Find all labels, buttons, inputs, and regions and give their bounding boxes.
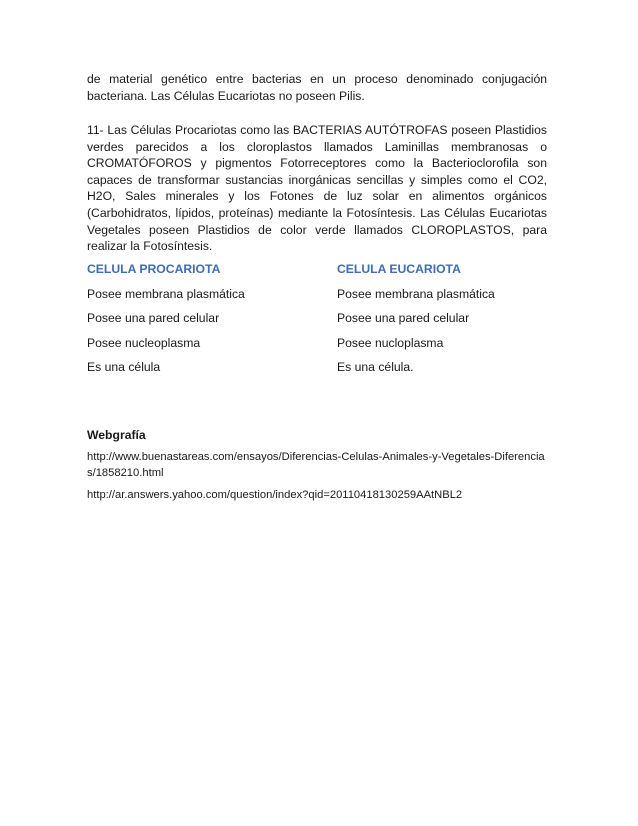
reference-link-yahoo-answers[interactable]: http://ar.answers.yahoo.com/question/index?qid=20110418130259AAtNBL2: [87, 489, 463, 501]
cell-eucariota: Es una célula.: [337, 360, 414, 374]
cell-eucariota: Posee una pared celular: [337, 311, 470, 325]
paragraph-conjugacion: de material genético entre bacterias en un proceso denominado conjugación bacteriana. Las Células Eucariotas no poseen Pilis.: [87, 72, 547, 103]
cell-eucariota: Posee nucloplasma: [337, 335, 444, 350]
table-row: [87, 336, 557, 361]
cell-procariota: Es una célula: [87, 360, 161, 374]
header-eucariota: CELULA EUCARIOTA: [337, 262, 461, 276]
cell-procariota: Posee una pared celular: [87, 311, 220, 325]
cell-procariota: Posee nucleoplasma: [87, 335, 201, 350]
reference-link-buenastareas[interactable]: http://www.buenastareas.com/ensayos/Diferencias-Celulas-Animales-y-Vegetales-Diferencias/1858210.html: [87, 451, 545, 479]
header-procariota: CELULA PROCARIOTA: [87, 262, 221, 276]
paragraph-procariotas-fotosintesis: 11- Las Células Procariotas como las BACTERIAS AUTÓTROFAS poseen Plastidios verdes parecidos a los cloroplastos llamados Laminillas membranosas o CROMATÓFOROS y pigmentos Fotorreceptores como la Bacterioclorofila son capaces de transformar sustancias inorgánicas sencillas y simples como el CO2, H2O, Sales minerales y los Fotones de luz solar en alimentos orgánicos (Carbohidratos, lípidos, proteínas) mediante la Fotosíntesis. Las Células Eucariotas Vegetales poseen Plastidios de color verde llamados CLOROPLASTOS, para realizar la Fotosíntesis.: [87, 123, 547, 254]
comparison-table: [87, 262, 557, 385]
table-row: [87, 287, 557, 312]
table-row: [87, 360, 557, 385]
table-header-row: [87, 262, 557, 287]
cell-eucariota: Posee membrana plasmática: [337, 286, 495, 301]
webgrafia-heading: Webgrafía: [87, 428, 146, 442]
cell-procariota: Posee membrana plasmática: [87, 286, 245, 301]
table-row: [87, 311, 557, 336]
